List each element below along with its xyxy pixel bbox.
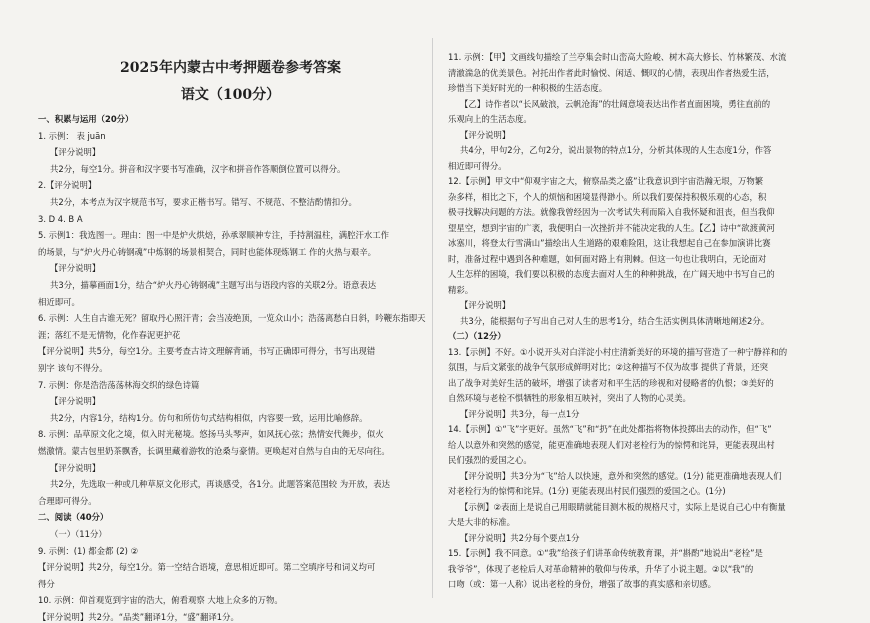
answer-line: 共3分，能根据句子写出自己对人生的思考1分，结合生活实例具体清晰地阐述2分。: [460, 315, 770, 326]
answer-line: 极寻找解决问题的方法。就像我曾经因为一次考试失利而陷入自我怀疑和沮丧，但当我仰: [448, 207, 775, 217]
answer-line: 自然环境与老栓不惧牺牲的形象相互映衬，突出了人物的心灵美。: [448, 393, 691, 403]
answer-line: 共2分，本考点为汉字规范书写，要求正楷书写。错写、不规范、不整洁酌情扣分。: [50, 197, 357, 207]
answer-line: 得分: [38, 578, 55, 589]
answer-line: 【评分说明】共2分，每空1分。第一空结合语境，意思相近即可。第二空填序号和词义均可: [38, 562, 376, 573]
answer-line: 相近即可得分。: [448, 160, 507, 171]
answer-line: 大是大非的标准。: [448, 517, 515, 527]
doc-title: 2025年内蒙古中考押题卷参考答案: [120, 60, 341, 76]
answer-line: 【乙】诗作者以“长风破浪，云帆沧海”的壮阔意境表达出作者直面困境，勇往直前的: [460, 98, 771, 109]
answer-line: 5. 示例1：我选图一。理由：图一中是炉火烘焙，孙承翠顺神专注，手持割温柱，满腔汗水工作: [38, 230, 389, 241]
answer-line: 共2分，先选取一种或几种草原文化形式，再谈感受，各1分。此题答案范围较 为开放，表达: [50, 479, 390, 490]
column-divider: [432, 38, 433, 598]
answer-line: 【评分说明】: [460, 129, 511, 140]
answer-line: 共4分，甲句2分，乙句2分，说出景物的特点1分，分析其体现的人生态度1分，作答: [460, 145, 772, 155]
answer-line: 15.【示例】我不同意。①“我”给孩子们讲革命传统教育课，并“斟酌”地说出“老栓”是: [448, 548, 763, 558]
answer-line: 对老栓行为的惊愕和诧异。(1分) 更能表现出村民们强烈的爱国之心。(1分): [448, 486, 726, 496]
answer-line: 别字 该句不得分。: [38, 363, 108, 373]
answer-line: （一）（11分）: [50, 529, 107, 539]
answer-line: 【评分说明】: [50, 462, 101, 473]
answer-line: 6. 示例：人生自古谁无死？留取丹心照汗青；会当凌绝顶，一览众山小；浩荡离愁白日斜，吟鞭东指即天: [38, 313, 426, 324]
answer-line: 8. 示例：品草原文化之境，似入时光秘境。悠扬马头琴声，如风抚心弦；热情安代舞步，似火: [38, 429, 384, 440]
answer-line: 共2分，内容1分，结构1分。仿句和所仿句式结构相似，内容要一致，运用比喻修辞。: [50, 412, 368, 423]
answer-line: 相近即可。: [38, 296, 80, 307]
answer-line: 【评分说明】共2分。“品类”翻译1分，“盛”翻译1分。: [38, 612, 239, 622]
answer-line: 11. 示例：【甲】文画线句描绘了兰亭集会时山峦高大险峻、树木高大修长、竹林繁茂、水流: [448, 52, 787, 62]
answer-line: 的场景，与“炉火丹心铸钢魂”中炼钢的场景相契合，同时也能体现炼钢工 作的火热与艰辛。: [38, 246, 376, 257]
answer-line: 二、阅读（40分）: [38, 512, 109, 523]
answer-line: 珍惜当下美好时光的一种积极的生活态度。: [448, 83, 608, 93]
answer-line: 我爷爷”，体现了老栓后人对革命精神的敬仰与传承，升华了小说主题。②以“我”的: [448, 563, 754, 574]
answer-line: 冰塞川，将登太行雪满山”描绘出人生道路的艰难险阻，这让我想起自己在参加演讲比赛: [448, 238, 771, 248]
answer-line: 氛围，与后文紧张的战争气氛形成鲜明对比；②这种描写不仅为故事 提供了背景，还突: [448, 362, 769, 372]
answer-line: 【评分说明】共5分，每空1分。主要考查古诗文理解背诵，书写正确即可得分，书写出现错: [38, 346, 376, 357]
answer-line: 合理即可得分。: [38, 495, 97, 506]
answer-line: 2.【评分说明】: [38, 180, 97, 191]
answer-line: 燃激情。蒙古包里奶茶飘香，长调里藏着游牧的沧桑与豪情。更唤起对自然与自由的无尽向往。: [38, 446, 390, 456]
answer-line: 3. D 4. B A: [38, 213, 83, 224]
answer-line: 人生怎样的困境，我们要以积极的态度去面对人生的种种挑战，在广阔天地中书写自己的: [448, 269, 775, 279]
answer-line: 【示例】②表面上是说自己用眼睛就能目测木板的规格尺寸，实际上是说自己心中有衡量: [460, 501, 786, 512]
answer-line: （二）（12分）: [448, 331, 506, 341]
answer-line: 民们强烈的爱国之心。: [448, 455, 532, 465]
answer-line: 望星空，想到宇宙的广袤，我便明白一次挫折并不能决定我的人生。【乙】诗中“欲渡黄河: [448, 222, 775, 233]
subject-title: 语文（100分）: [180, 87, 281, 103]
answer-line: 给人以意外和突然的感觉，能更准确地表现人们对老栓行为的惊愕和诧异，更能表现出村: [448, 439, 775, 450]
answer-line: 10. 示例：仰首观览到宇宙的浩大，俯看观察 大地上众多的万物。: [38, 595, 283, 606]
answer-line: 【评分说明】: [50, 396, 101, 407]
answer-line: 【评分说明】共2分每个要点1分: [460, 532, 580, 543]
answer-line: 9. 示例：(1) 都金都 (2) ②: [38, 545, 139, 556]
answer-line: 14.【示例】①“飞”字更好。虽然“飞”和“扔”在此处都指将物体投掷出去的动作，但“飞”: [448, 424, 772, 434]
answer-line: 【评分说明】共3分，每一点1分: [460, 408, 580, 419]
answer-line: 出了战争对美好生活的破坏，增强了读者对和平生活的珍视和对侵略者的仇恨；③美好的: [448, 377, 774, 388]
answer-line: 共2分，每空1分。拼音和汉字要书写准确，汉字和拼音作答顺倒位置可以得分。: [50, 163, 346, 174]
answer-line: 13.【示例】不好。①小说开头对白洋淀小村庄清新美好的环境的描写营造了一种宁静祥和的: [448, 346, 788, 357]
answer-line: 1. 示例： 表 juān: [38, 130, 106, 141]
answer-line: 【评分说明】: [50, 263, 101, 274]
answer-line: 乐观向上的生活态度。: [448, 114, 532, 124]
answer-line: 一、积累与运用（20分）: [38, 114, 134, 124]
answer-line: 【评分说明】: [50, 147, 101, 158]
answer-line: 【评分说明】: [460, 300, 511, 310]
answer-line: 7. 示例：你是浩浩荡荡林海交织的绿色诗篇: [38, 379, 200, 390]
answer-line: 涯；落红不是无情物，化作春泥更护花: [38, 329, 181, 340]
answer-line: 口吻（或：第一人称）说出老栓的身份，增强了故事的真实感和亲切感。: [448, 579, 716, 589]
answer-line: 12.【示例】甲文中“仰观宇宙之大，俯察品类之盛”让我意识到宇宙浩瀚无垠，万物繁: [448, 176, 764, 186]
answer-line: 共3分，描摹画面1分，结合“炉火丹心铸钢魂”主题写出与语段内容的关联2分。语意表达: [50, 280, 377, 290]
answer-line: 清澈湍急的优美景色。衬托出作者此时愉悦、闲适、慨叹的心情，表现出作者热爱生活，: [448, 67, 775, 78]
answer-line: 杂多样，相比之下，个人的烦恼和困境显得渺小。所以我们要保持积极乐观的心态，积: [448, 191, 767, 202]
answer-line: 【评分说明】共3分为“飞”给人以快速，意外和突然的感觉。(1分) 能更准确地表现人们: [460, 470, 782, 481]
answer-line: 精彩。: [448, 284, 474, 295]
answer-line: 时，准备过程中遇到各种难题，如何面对路上有荆棘。但这一句也让我明白，无论面对: [448, 253, 767, 264]
